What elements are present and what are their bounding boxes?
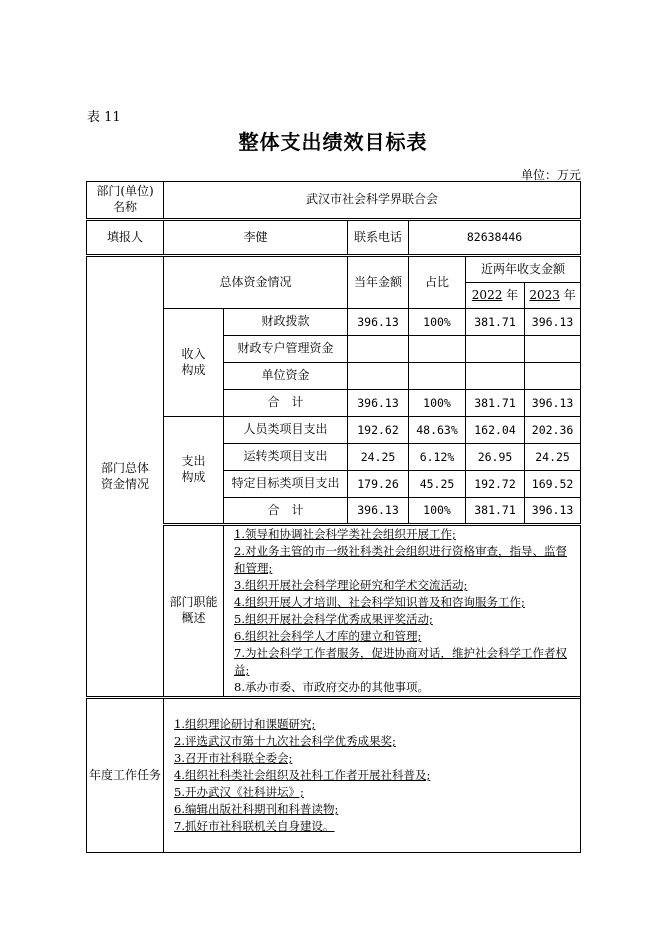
funds-header-row bbox=[87, 256, 581, 283]
dept-name: 武汉市社会科学界联合会 bbox=[164, 182, 581, 220]
expense-2023: 24.25 bbox=[525, 444, 581, 471]
performance-target-table bbox=[86, 181, 581, 853]
income-amount bbox=[348, 336, 409, 363]
list-item: 3.组织开展社会科学理论研究和学术交流活动; bbox=[234, 578, 468, 592]
tasks-label: 年度工作任务 bbox=[87, 698, 164, 853]
dept-row bbox=[87, 182, 581, 220]
col-ratio-header: 占比 bbox=[409, 256, 466, 309]
functions-label: 部门职能概述 bbox=[164, 525, 224, 698]
phone-label: 联系电话 bbox=[348, 220, 409, 256]
income-amount: 396.13 bbox=[348, 309, 409, 336]
expense-item-name: 运转类项目支出 bbox=[224, 444, 348, 471]
page-title: 整体支出绩效目标表 bbox=[238, 130, 428, 154]
functions-list bbox=[224, 525, 581, 698]
list-item: 3.召开市社科联全委会; bbox=[174, 751, 293, 765]
unit-label: 单位：万元 bbox=[520, 168, 581, 182]
expense-ratio: 45.25 bbox=[409, 471, 466, 498]
income-2022 bbox=[466, 336, 525, 363]
dept-label: 部门(单位) 名称 bbox=[87, 182, 164, 220]
expense-amount: 179.26 bbox=[348, 471, 409, 498]
expense-label: 支出 构成 bbox=[164, 417, 224, 525]
reporter-label: 填报人 bbox=[87, 220, 164, 256]
tasks-list bbox=[164, 698, 581, 853]
col-recent-header: 近两年收支金额 bbox=[466, 256, 581, 283]
income-ratio bbox=[409, 363, 466, 390]
reporter-name: 李健 bbox=[164, 220, 348, 256]
income-amount bbox=[348, 363, 409, 390]
list-item: 5.组织开展社会科学优秀成果评奖活动; bbox=[234, 612, 433, 626]
table-number-label: 表 11 bbox=[87, 110, 121, 125]
income-ratio: 100% bbox=[409, 309, 466, 336]
expense-amount: 192.62 bbox=[348, 417, 409, 444]
expense-2023: 169.52 bbox=[525, 471, 581, 498]
expense-total-2022: 381.71 bbox=[466, 498, 525, 525]
income-total-label: 合 计 bbox=[224, 390, 348, 417]
income-2022: 381.71 bbox=[466, 309, 525, 336]
income-2023: 396.13 bbox=[525, 309, 581, 336]
list-item: 4.组织社科类社会组织及社科工作者开展社科普及; bbox=[174, 768, 431, 782]
income-label: 收入 构成 bbox=[164, 309, 224, 417]
expense-2022: 162.04 bbox=[466, 417, 525, 444]
reporter-row bbox=[87, 220, 581, 256]
income-item-name: 单位资金 bbox=[224, 363, 348, 390]
list-item: 8.承办市委、市政府交办的其他事项。 bbox=[234, 680, 429, 694]
income-total-amount: 396.13 bbox=[348, 390, 409, 417]
list-item: 2.对业务主管的市一级社科类社会组织进行资格审查，指导、监督和管理; bbox=[234, 544, 567, 575]
income-total-ratio: 100% bbox=[409, 390, 466, 417]
list-item: 5.开办武汉《社科讲坛》; bbox=[174, 785, 304, 799]
list-item: 2.评选武汉市第十九次社会科学优秀成果奖; bbox=[174, 734, 396, 748]
income-2022 bbox=[466, 363, 525, 390]
expense-ratio: 6.12% bbox=[409, 444, 466, 471]
expense-ratio: 48.63% bbox=[409, 417, 466, 444]
list-item: 6.编辑出版社科期刊和科普读物; bbox=[174, 802, 339, 816]
year-2022-header: 2022 年 bbox=[466, 283, 525, 309]
expense-item-name: 人员类项目支出 bbox=[224, 417, 348, 444]
income-item-name: 财政拨款 bbox=[224, 309, 348, 336]
expense-2023: 202.36 bbox=[525, 417, 581, 444]
overall-funds-label: 总体资金情况 bbox=[164, 256, 348, 309]
income-item-name: 财政专户管理资金 bbox=[224, 336, 348, 363]
expense-amount: 24.25 bbox=[348, 444, 409, 471]
list-item: 4.组织开展人才培训、社会科学知识普及和咨询服务工作; bbox=[234, 595, 525, 609]
col-amount-header: 当年金额 bbox=[348, 256, 409, 309]
list-item: 7.为社会科学工作者服务，促进协商对话，维护社会科学工作者权益; bbox=[234, 646, 567, 677]
funds-section-label: 部门总体 资金情况 bbox=[87, 256, 164, 698]
year-2023-header: 2023 年 bbox=[525, 283, 581, 309]
income-ratio bbox=[409, 336, 466, 363]
list-item: 7.抓好市社科联机关自身建设。 bbox=[174, 819, 335, 833]
expense-total-label: 合 计 bbox=[224, 498, 348, 525]
expense-total-2023: 396.13 bbox=[525, 498, 581, 525]
list-item: 1.组织理论研讨和课题研究; bbox=[174, 717, 316, 731]
expense-total-ratio: 100% bbox=[409, 498, 466, 525]
expense-total-amount: 396.13 bbox=[348, 498, 409, 525]
income-2023 bbox=[525, 363, 581, 390]
income-total-2023: 396.13 bbox=[525, 390, 581, 417]
phone-number: 82638446 bbox=[409, 220, 581, 256]
income-total-2022: 381.71 bbox=[466, 390, 525, 417]
expense-2022: 192.72 bbox=[466, 471, 525, 498]
income-2023 bbox=[525, 336, 581, 363]
list-item: 1.领导和协调社会科学类社会组织开展工作; bbox=[234, 527, 456, 541]
expense-item-name: 特定目标类项目支出 bbox=[224, 471, 348, 498]
tasks-row bbox=[87, 698, 581, 853]
expense-2022: 26.95 bbox=[466, 444, 525, 471]
list-item: 6.组织社会科学人才库的建立和管理; bbox=[234, 629, 422, 643]
